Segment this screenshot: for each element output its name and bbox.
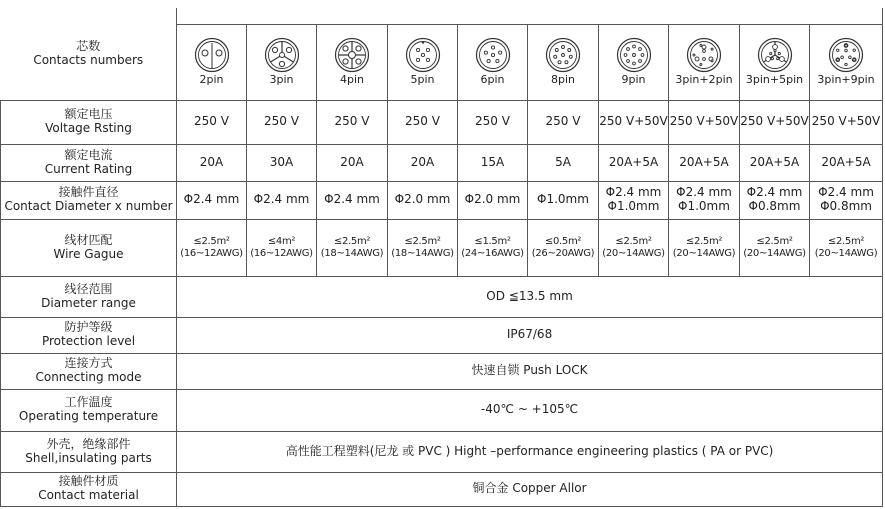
wire-awg: (20~14AWG) xyxy=(814,247,878,259)
range-row xyxy=(1,276,883,317)
current-value: 20A+5A xyxy=(669,144,740,181)
voltage-header xyxy=(1,100,177,144)
voltage-value: 250 V+50V xyxy=(740,100,810,144)
diameter-header xyxy=(1,181,177,219)
diameter-en: Contact Diameter x number xyxy=(4,199,173,213)
wire-area: ≤1.5m² xyxy=(474,236,511,247)
wire-value xyxy=(388,219,458,276)
connecting-en: Connecting mode xyxy=(35,370,142,384)
diameter-secondary: Φ0.8mm xyxy=(748,199,801,213)
wire-area: ≤2.5m² xyxy=(193,236,230,247)
wire-awg: (24~16AWG) xyxy=(461,247,524,259)
diameter-row xyxy=(1,181,883,219)
wire-awg: (20~14AWG) xyxy=(672,247,736,259)
pin-count-label: 3pin+2pin xyxy=(675,73,733,87)
connector-3pin-9pin-icon xyxy=(828,37,864,73)
current-value: 20A xyxy=(177,144,247,181)
top-strip xyxy=(177,8,883,24)
current-zh: 额定电流 xyxy=(64,147,113,162)
temperature-en: Operating temperature xyxy=(18,409,159,423)
wire-value xyxy=(247,219,317,276)
shell-header xyxy=(1,431,177,472)
wire-area: ≤2.5m² xyxy=(756,236,793,247)
wire-awg: (20~14AWG) xyxy=(602,247,665,259)
pin-count-label: 6pin xyxy=(480,73,505,87)
wire-row xyxy=(1,219,883,276)
wire-area: ≤0.5m² xyxy=(544,236,582,247)
diameter-primary: Φ2.0 mm xyxy=(464,192,521,207)
pin-config-cell xyxy=(810,24,883,100)
pin-config-cell xyxy=(458,24,528,100)
connector-5pin-icon xyxy=(405,37,441,73)
wire-value xyxy=(317,219,388,276)
diameter-primary: Φ2.4 mm xyxy=(183,192,240,207)
protection-row xyxy=(1,317,883,353)
connector-8pin-icon xyxy=(545,37,581,73)
protection-value: IP67/68 xyxy=(177,317,883,353)
diameter-value xyxy=(177,181,247,219)
pin-count-label: 8pin xyxy=(550,73,575,87)
connector-6pin-icon xyxy=(475,37,511,73)
diameter-primary: Φ2.4 mm xyxy=(324,192,380,207)
shell-value: 高性能工程塑料(尼龙 或 PVC ) Hight –performance engineering plastics ( PA or PVC) xyxy=(177,431,883,472)
voltage-value: 250 V xyxy=(247,100,317,144)
diameter-primary: Φ1.0mm xyxy=(537,192,589,207)
pin-config-cell xyxy=(317,24,388,100)
shell-en: Shell,insulating parts xyxy=(25,450,152,465)
current-value: 5A xyxy=(528,144,599,181)
voltage-zh: 额定电压 xyxy=(64,107,113,122)
connector-3pin-5pin-icon xyxy=(757,37,793,73)
voltage-value: 250 V+50V xyxy=(669,100,740,144)
pin-count-label: 3pin+5pin xyxy=(745,73,804,87)
shell-row xyxy=(1,431,883,472)
voltage-value: 250 V+50V xyxy=(810,100,883,144)
wire-area: ≤2.5m² xyxy=(615,236,652,247)
wire-en: Wire Gague xyxy=(53,246,124,261)
pin-config-cell xyxy=(669,24,740,100)
wire-value xyxy=(458,219,528,276)
diameter-value xyxy=(247,181,317,219)
pin-count-label: 3pin+9pin xyxy=(817,73,875,87)
wire-value xyxy=(599,219,669,276)
spec-table xyxy=(0,8,883,507)
voltage-value: 250 V xyxy=(388,100,458,144)
wire-awg: (16~12AWG) xyxy=(180,247,243,259)
protection-zh: 防护等级 xyxy=(64,320,113,335)
current-value: 20A+5A xyxy=(740,144,810,181)
material-value: 铜合金 Copper Allor xyxy=(177,472,883,506)
diameter-secondary: Φ0.8mm xyxy=(820,199,872,213)
pin-count-label: 3pin xyxy=(269,73,294,87)
voltage-value: 250 V xyxy=(458,100,528,144)
wire-awg: (16~12AWG) xyxy=(250,247,313,259)
range-header xyxy=(1,276,177,317)
diameter-value xyxy=(599,181,669,219)
wire-awg: (18~14AWG) xyxy=(320,247,384,259)
wire-awg: (18~14AWG) xyxy=(391,247,454,259)
voltage-value: 250 V xyxy=(528,100,599,144)
pin-count-label: 4pin xyxy=(339,73,364,87)
pin-config-cell xyxy=(528,24,599,100)
diameter-value xyxy=(669,181,740,219)
pin-count-label: 9pin xyxy=(621,73,646,87)
current-value: 15A xyxy=(458,144,528,181)
range-en: Diameter range xyxy=(41,295,136,310)
current-value: 20A xyxy=(317,144,388,181)
diameter-primary: Φ2.4 mm xyxy=(253,192,310,207)
wire-value xyxy=(810,219,883,276)
protection-header xyxy=(1,317,177,353)
current-row xyxy=(1,144,883,181)
temperature-zh: 工作温度 xyxy=(64,395,113,410)
wire-value xyxy=(528,219,599,276)
connecting-zh: 连接方式 xyxy=(64,356,113,371)
wire-area: ≤2.5m² xyxy=(404,236,441,247)
diameter-zh: 接触件直径 xyxy=(58,185,119,200)
voltage-row xyxy=(1,100,883,144)
pin-config-cell xyxy=(247,24,317,100)
connector-9pin-icon xyxy=(616,37,652,73)
current-value: 20A+5A xyxy=(810,144,883,181)
diameter-value xyxy=(810,181,883,219)
diameter-value xyxy=(740,181,810,219)
range-zh: 线径范围 xyxy=(64,281,113,296)
current-value: 30A xyxy=(247,144,317,181)
wire-awg: (26~20AWG) xyxy=(531,247,595,259)
connector-3pin-icon xyxy=(264,37,300,73)
pin-config-cell xyxy=(388,24,458,100)
material-en: Contact material xyxy=(38,488,139,502)
diameter-secondary: Φ1.0mm xyxy=(607,199,660,213)
contacts-header xyxy=(1,8,177,100)
voltage-value: 250 V+50V xyxy=(599,100,669,144)
diameter-secondary: Φ1.0mm xyxy=(678,199,730,213)
pin-config-cell xyxy=(177,24,247,100)
diameter-primary: Φ2.0 mm xyxy=(394,192,451,207)
wire-value xyxy=(177,219,247,276)
current-value: 20A+5A xyxy=(599,144,669,181)
wire-area: ≤2.5m² xyxy=(827,236,865,247)
material-row xyxy=(1,472,883,506)
voltage-value: 250 V xyxy=(177,100,247,144)
connector-4pin-icon xyxy=(334,37,370,73)
material-zh: 接触件材质 xyxy=(58,474,119,489)
current-header xyxy=(1,144,177,181)
wire-awg: (20~14AWG) xyxy=(743,247,806,259)
diameter-value xyxy=(528,181,599,219)
wire-area: ≤2.5m² xyxy=(333,236,371,247)
current-value: 20A xyxy=(388,144,458,181)
wire-value xyxy=(669,219,740,276)
material-header xyxy=(1,472,177,506)
connecting-row xyxy=(1,353,883,389)
voltage-en: Voltage Rsting xyxy=(45,121,132,135)
voltage-value: 250 V xyxy=(317,100,388,144)
temperature-value: -40℃ ~ +105℃ xyxy=(177,389,883,431)
diameter-primary: Φ2.4 mm xyxy=(605,185,662,200)
header-strip-row xyxy=(1,8,883,24)
diameter-value xyxy=(388,181,458,219)
pin-config-cell xyxy=(599,24,669,100)
wire-area: ≤4m² xyxy=(267,236,296,247)
wire-header xyxy=(1,219,177,276)
connecting-header xyxy=(1,353,177,389)
connector-3pin-2pin-icon xyxy=(686,37,722,73)
diameter-value xyxy=(458,181,528,219)
pin-count-label: 5pin xyxy=(410,73,435,87)
protection-en: Protection level xyxy=(41,334,136,348)
wire-value xyxy=(740,219,810,276)
connecting-value: 快速自锁 Push LOCK xyxy=(177,353,883,389)
temperature-row xyxy=(1,389,883,431)
contacts-en: Contacts numbers xyxy=(33,52,144,67)
shell-zh: 外壳，绝缘部件 xyxy=(46,436,131,451)
connector-2pin-icon xyxy=(194,37,230,73)
pin-count-label: 2pin xyxy=(199,73,224,87)
diameter-value xyxy=(317,181,388,219)
range-value: OD ≦13.5 mm xyxy=(177,276,883,317)
current-en: Current Rating xyxy=(44,161,133,176)
wire-area: ≤2.5m² xyxy=(685,236,723,247)
diameter-primary: Φ2.4 mm xyxy=(676,185,732,200)
pin-config-cell xyxy=(740,24,810,100)
wire-zh: 线材匹配 xyxy=(64,232,113,247)
diameter-primary: Φ2.4 mm xyxy=(818,185,874,200)
temperature-header xyxy=(1,389,177,431)
diameter-primary: Φ2.4 mm xyxy=(746,185,803,200)
contacts-zh: 芯数 xyxy=(76,38,101,53)
